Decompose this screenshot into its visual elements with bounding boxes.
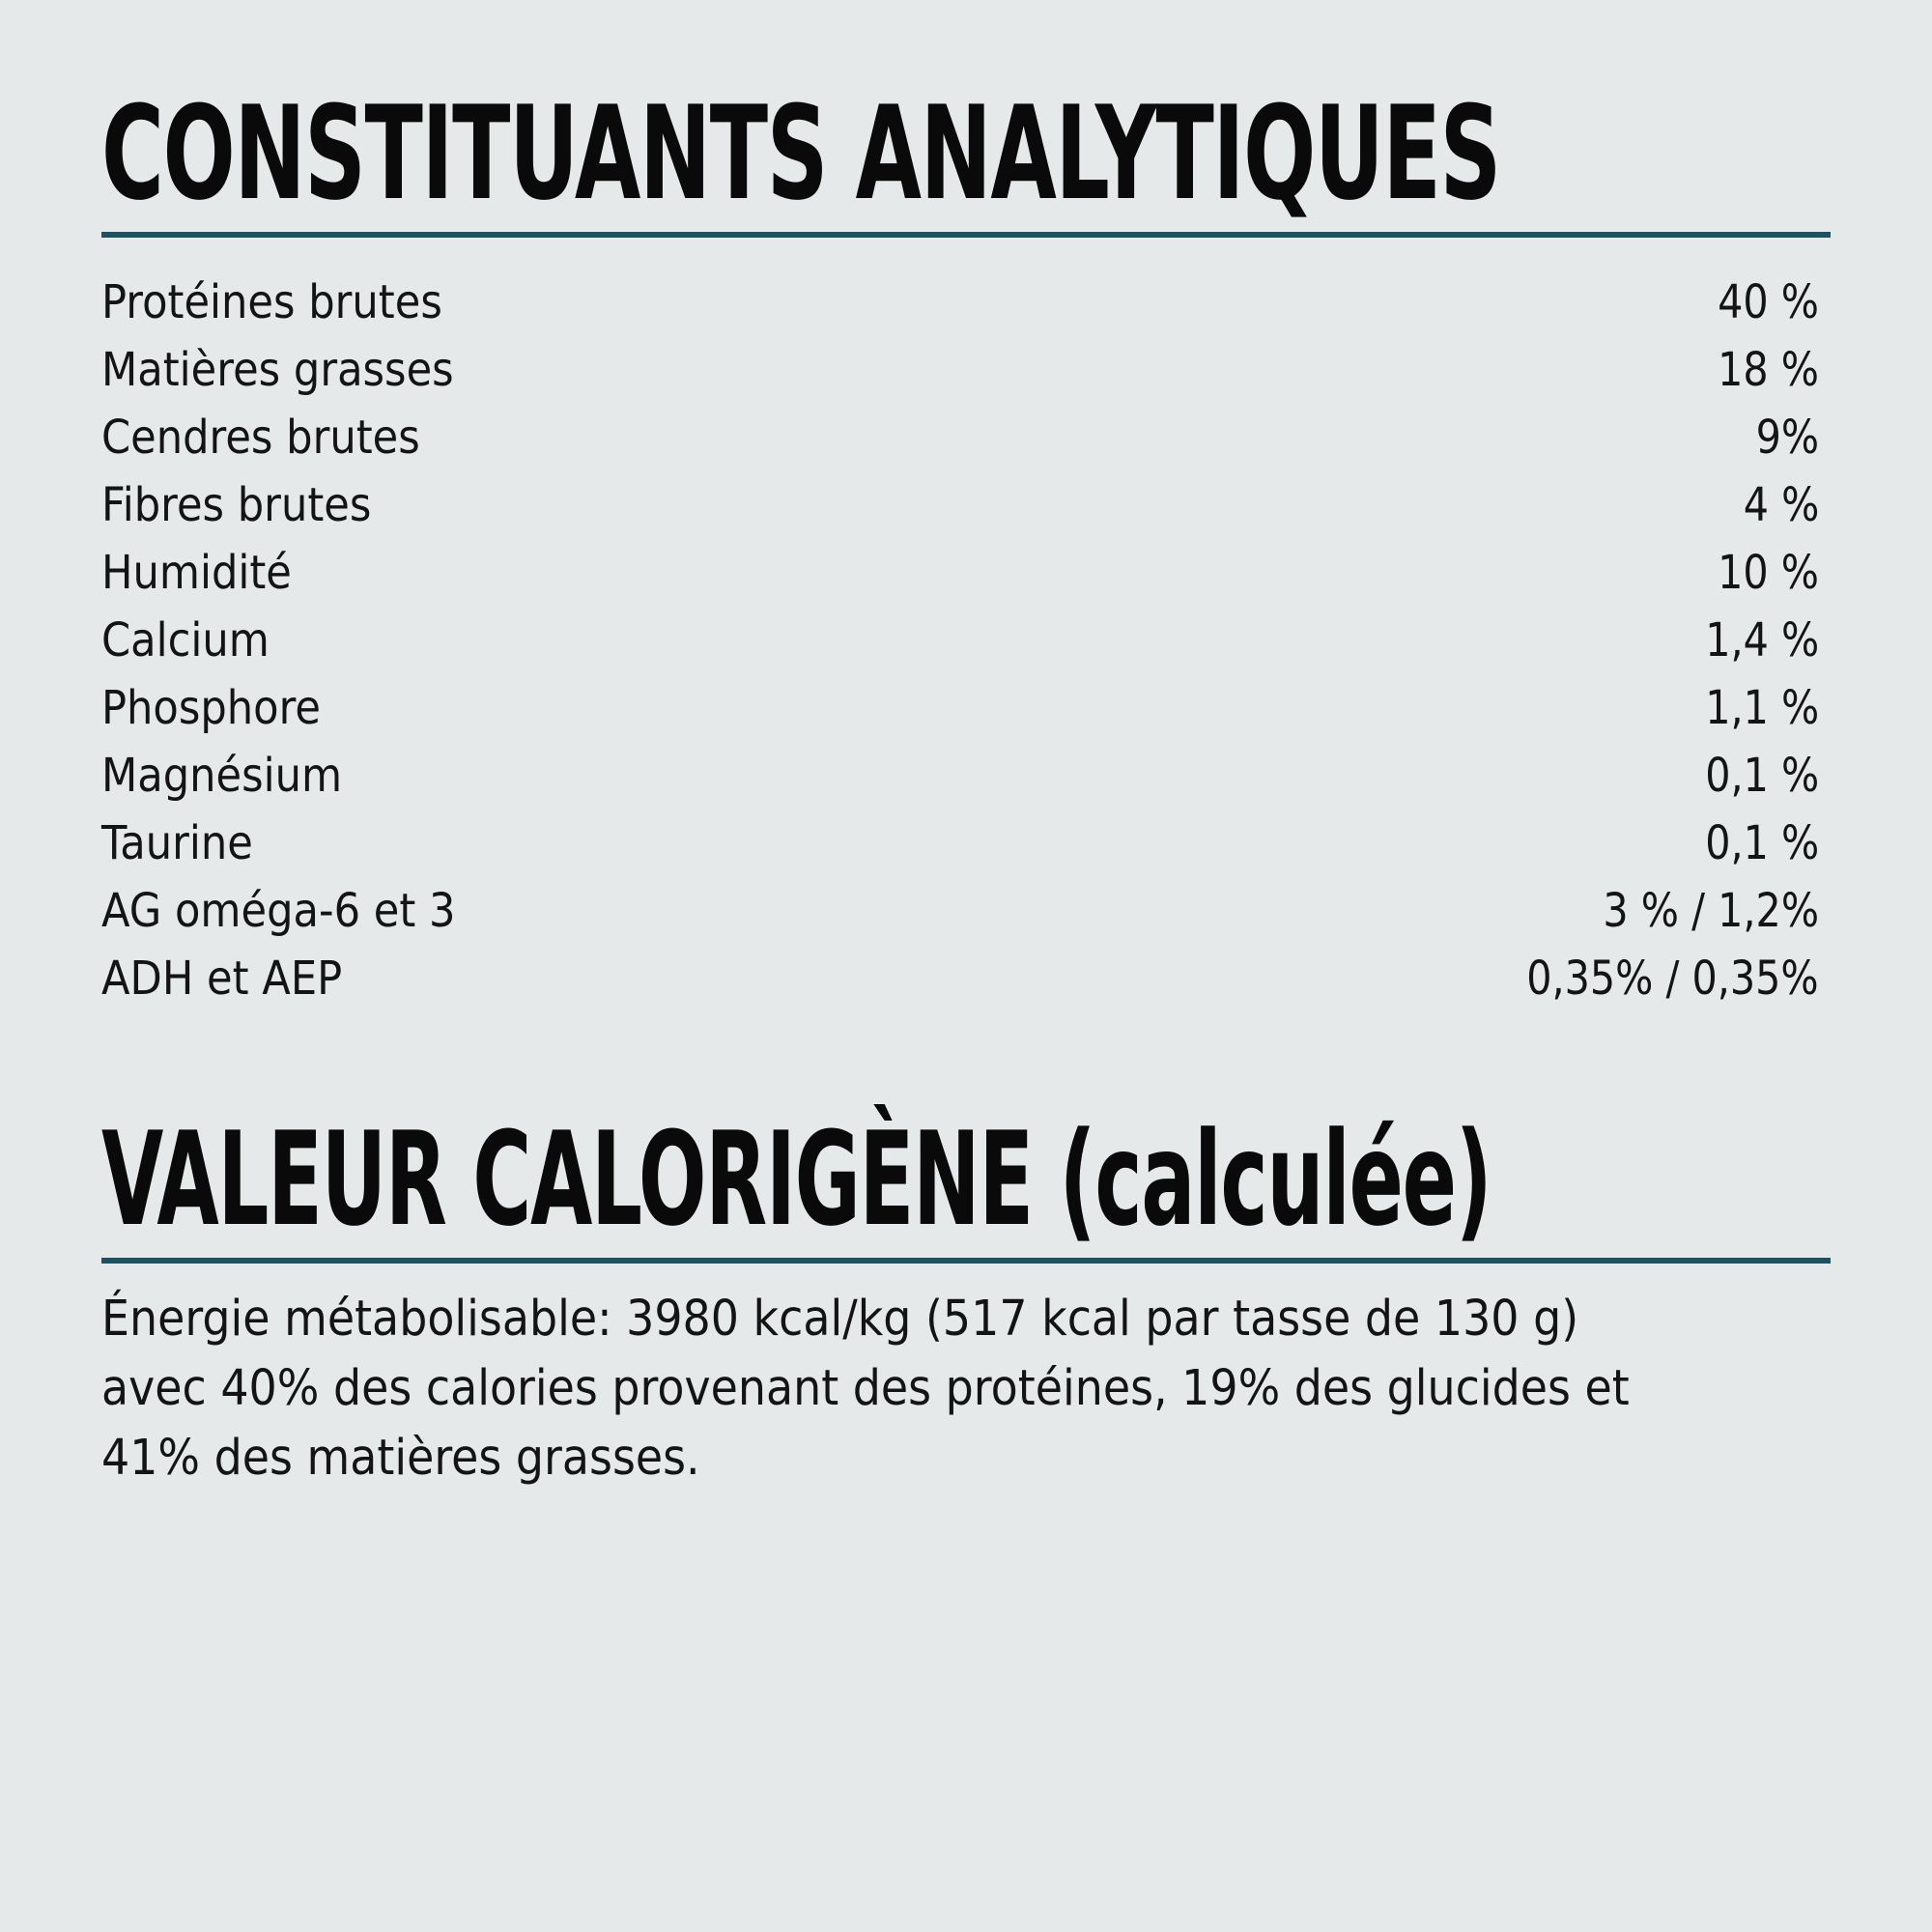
nutrient-value: 3 % / 1,2% <box>1603 884 1819 938</box>
nutrient-value: 18 % <box>1718 343 1819 397</box>
nutrient-value: 0,1 % <box>1705 749 1819 803</box>
list-item <box>101 471 1819 539</box>
list-item <box>101 674 1819 742</box>
nutrient-label: Humidité <box>101 546 292 600</box>
constituents-list <box>101 269 1819 1012</box>
section-title-constituents: CONSTITUANTS ANALYTIQUES <box>101 78 1500 229</box>
list-item <box>101 810 1819 877</box>
list-item <box>101 539 1819 607</box>
nutrient-value: 4 % <box>1743 478 1819 532</box>
nutrition-panel <box>101 0 1831 1932</box>
nutrient-value: 1,4 % <box>1705 613 1819 668</box>
nutrient-label: Phosphore <box>101 681 321 735</box>
nutrient-value: 40 % <box>1718 275 1819 329</box>
nutrient-value: 1,1 % <box>1705 681 1819 735</box>
section-title-calorie-value: VALEUR CALORIGÈNE (calculée) <box>101 1104 1492 1255</box>
nutrient-value: 9% <box>1755 411 1819 465</box>
nutrient-label: Matières grasses <box>101 343 454 397</box>
nutrient-label: Magnésium <box>101 749 343 803</box>
list-item <box>101 945 1819 1012</box>
list-item <box>101 607 1819 674</box>
energy-line: avec 40% des calories provenant des protéines, 19% des glucides et <box>101 1360 1630 1417</box>
energy-description <box>101 1285 1832 1493</box>
nutrient-value: 0,1 % <box>1705 816 1819 870</box>
divider-calorie-value <box>101 1258 1831 1264</box>
divider-constituents <box>101 232 1831 238</box>
nutrient-label: Fibres brutes <box>101 478 372 532</box>
nutrient-label: ADH et AEP <box>101 952 343 1006</box>
nutrient-value: 10 % <box>1718 546 1819 600</box>
list-item <box>101 877 1819 945</box>
list-item <box>101 269 1819 336</box>
nutrient-label: Taurine <box>101 816 253 870</box>
energy-line: Énergie métabolisable: 3980 kcal/kg (517 kcal par tasse de 130 g) <box>101 1291 1579 1348</box>
nutrient-label: Cendres brutes <box>101 411 420 465</box>
list-item <box>101 742 1819 810</box>
nutrient-value: 0,35% / 0,35% <box>1526 952 1819 1006</box>
list-item <box>101 404 1819 471</box>
nutrient-label: Protéines brutes <box>101 275 442 329</box>
nutrient-label: Calcium <box>101 613 270 668</box>
energy-line: 41% des matières grasses. <box>101 1430 700 1487</box>
nutrient-label: AG oméga-6 et 3 <box>101 884 456 938</box>
list-item <box>101 336 1819 404</box>
